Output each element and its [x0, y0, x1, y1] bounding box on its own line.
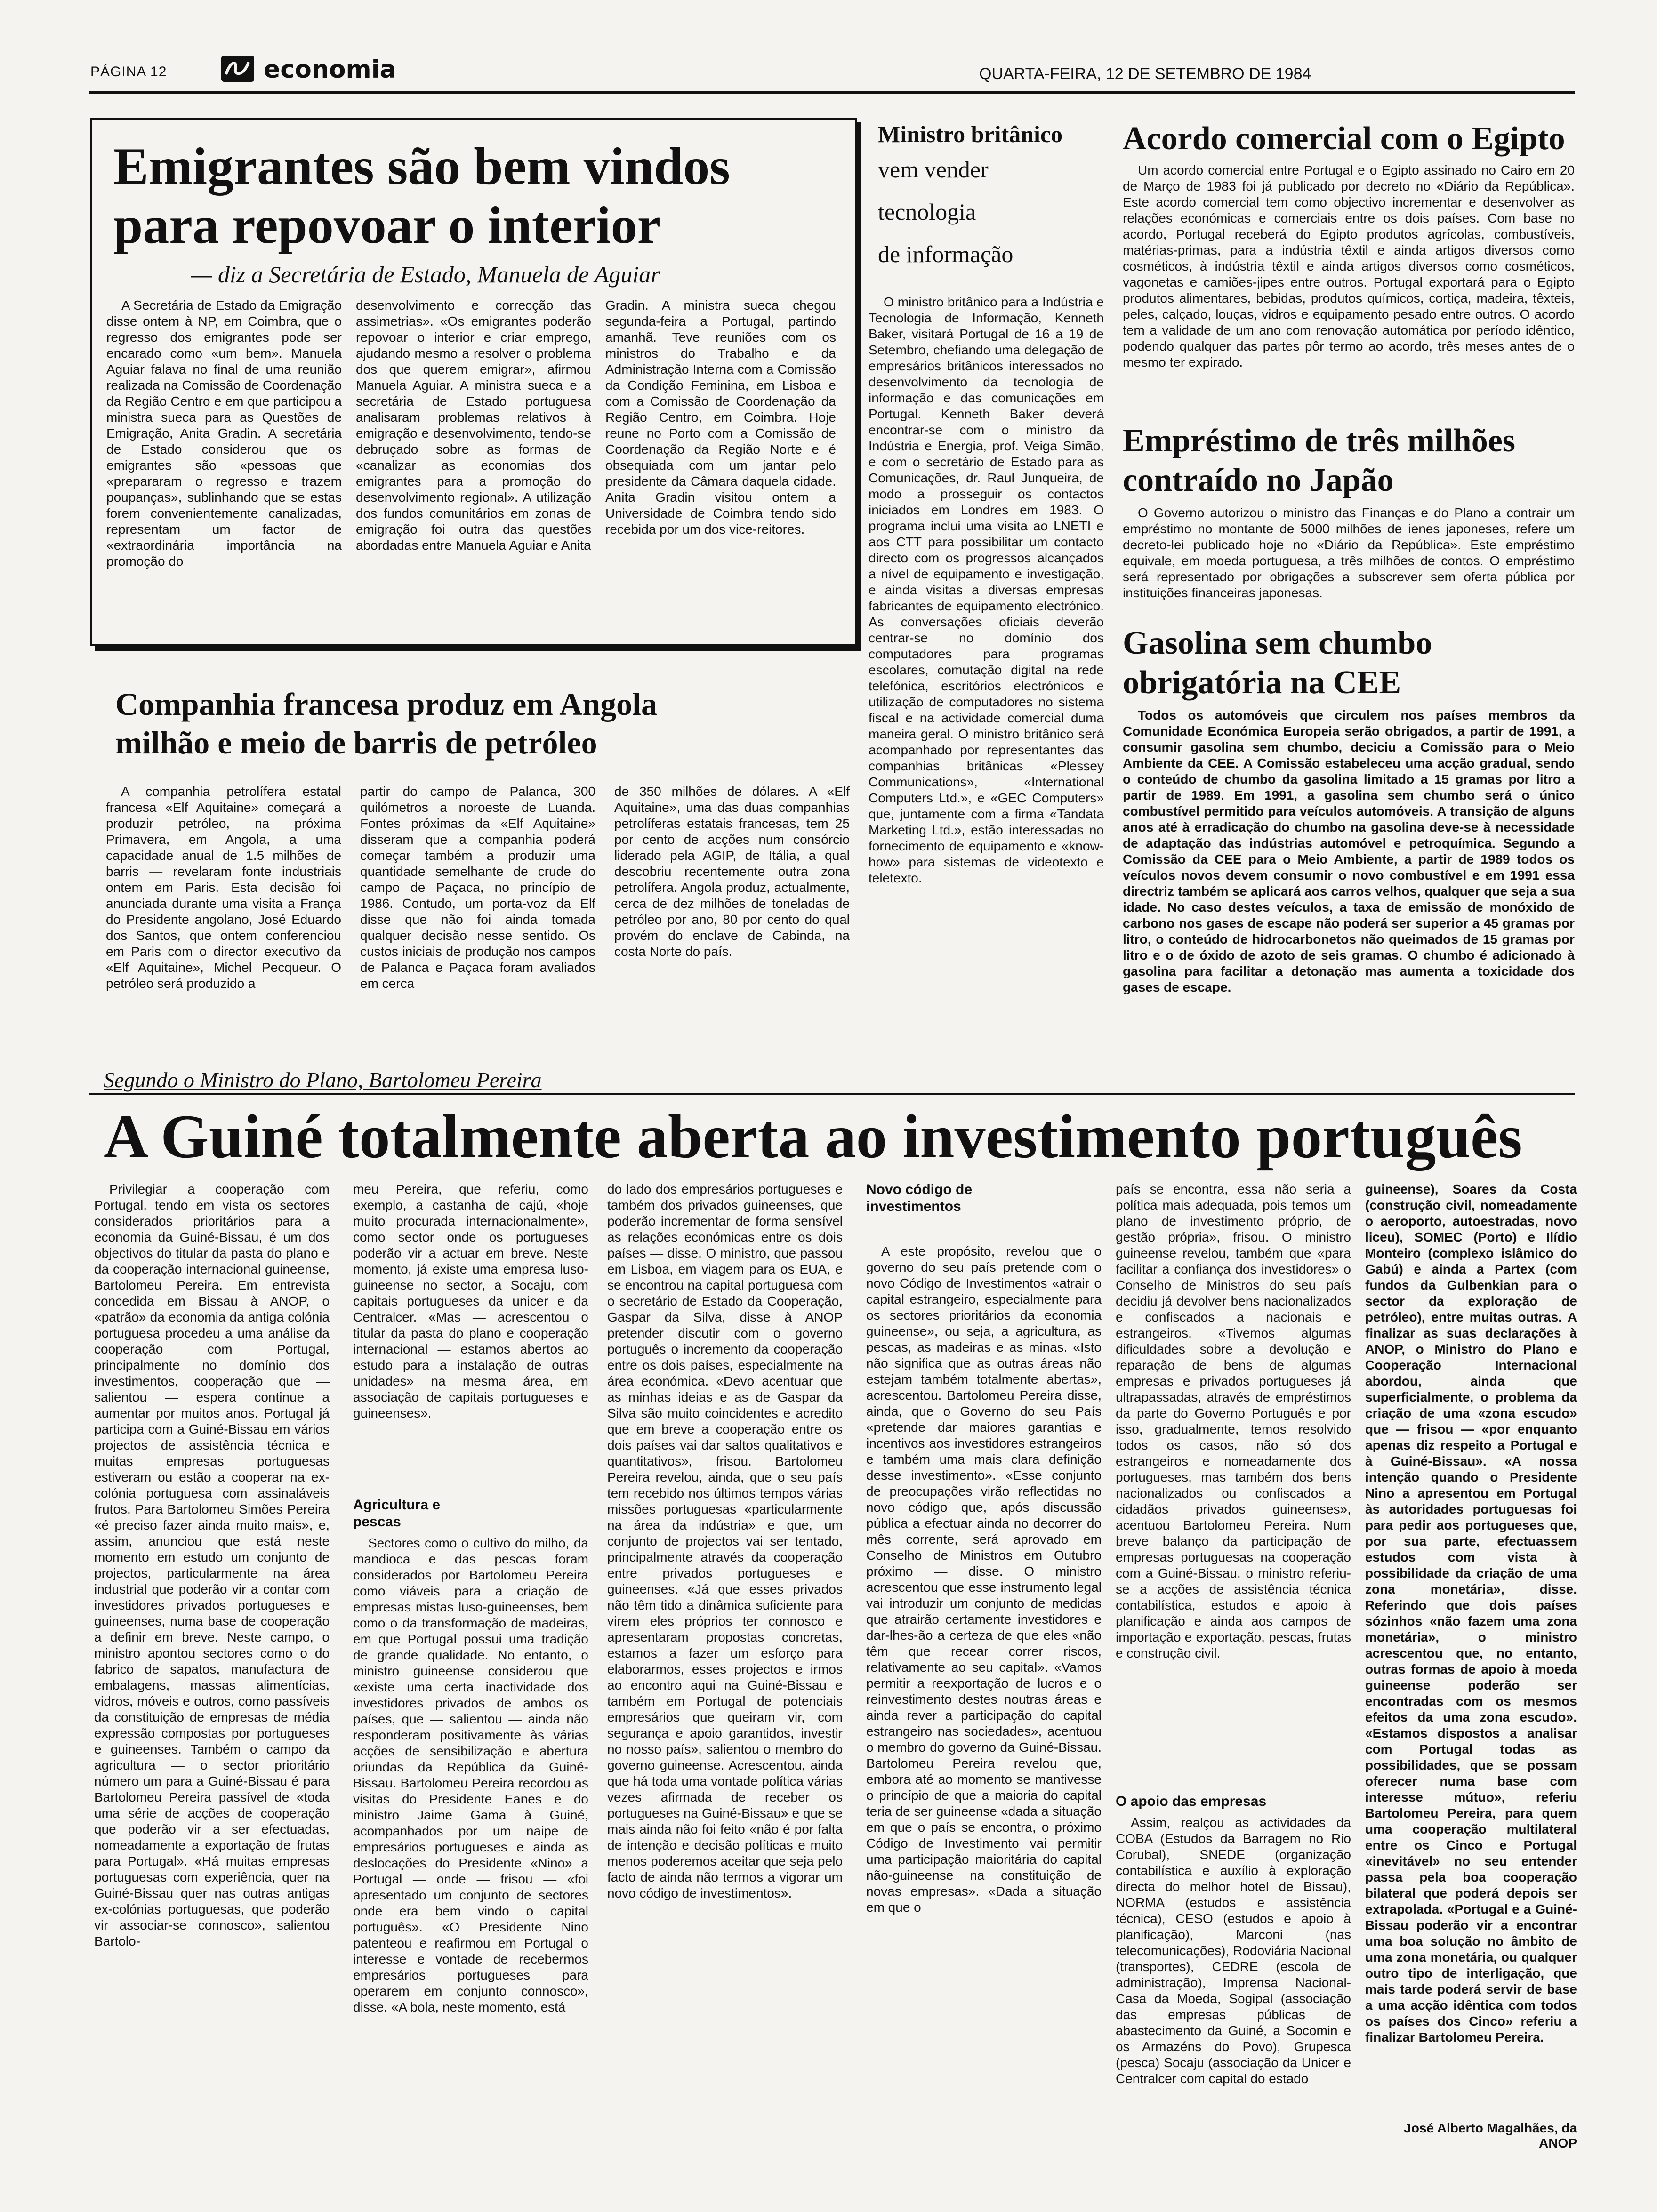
guine-col-6-body: guineense), Soares da Costa (construção civil, nomeadamente o aeroporto, autoestradas, novo liceu), SOMEC (Porto) e Ilídio Monteiro (complexo islâmico do Gabú) e ainda a Partex (com fundos da Gulbenkian para o sector da exploração de petróleo), entre muitas outras. A finalizar as suas declarações à ANOP, o Ministro do Plano e Cooperação Internacional abordou, ainda que superficialmente, o problema da criação de uma «zona escudo» que — frisou — «por enquanto apenas diz respeito a Portugal e à Guiné-Bissau». «A nossa intenção quando o Presidente Nino a apresentou em Portugal às autoridades portuguesas foi para pedir aos portugueses que, por sua parte, efectuassem estudos com vista à possibilidade da criação de uma zona monetária», disse. Referindo que dois países sózinhos «não fazem uma zona monetária», o ministro acrescentou que, no entanto, outras formas de apoio à moeda guineense poderão ser encontradas com os mesmos efeitos da uma zona escudo». «Estamos dispostos a analisar com Portugal todas as possibilidades, que se possam oferecer numa base com interesse mútuo», referiu Bartolomeu Pereira, para quem uma cooperação multilateral entre os Cinco e Portugal «inevitável» no seu entender passa pela boa cooperação bilateral que poderá depois ser extrapolada. «Portugal e a Guiné-Bissau poderão vir a encontrar uma boa solução no âmbito de uma zona monetária, ou qualquer outro tipo de interligação, que mais tarde poderá servir de base a uma acção idêntica com todos os países dos Cinco» referiu a finalizar Bartolomeu Pereira.: [1365, 1182, 1577, 2044]
angola-article: [106, 685, 859, 762]
guine-subhead-empresas: O apoio das empresas: [1116, 1794, 1267, 1809]
guine-col-5: [1116, 1181, 1351, 2160]
emigrantes-col-3: Gradin. A ministra sueca chegou segunda-feira a Portugal, partindo amanhã. Teve reuniões com os ministros do Trabalho e da Administração Interna com a Comissão da Condição Feminina, em Lisboa e com a Comissão de Coordenação da Região Centro, em Coimbra. Hoje reune no Porto com a Comissão de Coordenação da Região Norte e é obsequiada com um jantar pelo presidente da Câmara daquela cidade. Anita Gradin visitou ontem a Universidade de Coimbra tendo sido recebida por um dos vice-reitores.: [605, 298, 836, 537]
britanico-headline-2: vem vender: [878, 156, 989, 183]
guine-col-2a: meu Pereira, que referiu, como exemplo, a castanha de cajú, «hoje muito procurada internacionalmente», como sector onde os portugueses poderão vir a actuar em breve. Neste momento, já existe uma empresa luso-guineense no sector, a Socaju, com capitais portugueses da unicer e da Centralcer. «Mas — acrescentou o titular da pasta do plano e cooperação internacional — estamos abertos ao estudo para a instalação de outras unidades» na mesma área, em associação de capitais portugueses e guineenses».: [353, 1182, 588, 1420]
britanico-headline-4: de informação: [878, 241, 1014, 267]
guine-headline: A Guiné totalmente aberta ao investimento português: [104, 1102, 1522, 1171]
issue-date: QUARTA-FEIRA, 12 DE SETEMBRO DE 1984: [979, 65, 1311, 83]
gasolina-headline-1: Gasolina sem chumbo: [1123, 625, 1432, 661]
guine-col-4: [866, 1181, 1102, 2160]
guine-col-6: [1365, 1181, 1577, 2179]
angola-col-2: partir do campo de Palanca, 300 quilómetros a noroeste de Luanda. Fontes próximas da «Elf Aquitaine» disseram que a companhia poderá começar também a produzir uma quantidade semelhante de crude do campo de Paçaca, no princípio de 1986. Contudo, um porta-voz da Elf disse que não foi ainda tomada qualquer decisão nesse sentido. Os custos iniciais de produção nos campos de Palanca e Paçaca foram avaliados em cerca: [360, 784, 595, 991]
angola-col-3: de 350 milhões de dólares. A «Elf Aquitaine», uma das duas companhias petrolíferas estatais francesas, tem 25 por cento de acções num consórcio liderado pela AGIP, de Itália, a qual descobriu recentemente outra zona petrolífera. Angola produz, actualmente, cerca de dez milhões de toneladas de petróleo por ano, 80 por cento do qual provém do enclave de Cabinda, na costa Norte do país.: [614, 784, 850, 959]
angola-headline-1: Companhia francesa produz em Angola: [115, 686, 658, 722]
britanico-headline-1: Ministro britânico: [878, 121, 1063, 147]
guine-col-3: do lado dos empresários portugueses e também dos privados guineenses, que poderão incrementar de forma sensível as relações económicas entre os dois países — disse. O ministro, que passou em Lisboa, em viagem para os EUA, e se encontrou na capital portuguesa com o secretário de Estado da Cooperação, Gaspar da Silva, disse à ANOP pretender discutir com o governo português o incremento da cooperação entre os dois países, especialmente na área económica. «Devo acentuar que as minhas ideias e as de Gaspar da Silva são muito coincidentes e acredito que em breve a cooperação entre os dois países vai dar saltos qualitativos e quantitativos», frisou. Bartolomeu Pereira revelou, ainda, que o seu país tem recebido nos últimos tempos várias missões portuguesas «particularmente na área da indústria» e que, um conjunto de projectos vai ser tentado, principalmente através da cooperação entre privados portugueses e guineenses. «Já que esses privados não têm tido a dinâmica suficiente para virem eles próprios ter connosco e apresentaram propostas concretas, estamos a fazer um esforço para elaborarmos, esses projectos e irmos ao encontro aqui na Guiné-Bissau e também em Portugal de potenciais empresários que queiram vir, com segurança e apoio garantidos, investir no nosso país», salientou o membro do governo guineense. Acrescentou, ainda que há toda uma vontade política várias vezes afirmada de receber os portugueses na Guiné-Bissau» e que se mais ainda não foi feito «não é por falta de intenção e decisão políticas e muito menos poderemos aceitar que seja pelo facto de ainda não termos a vigorar um novo código de investimentos».: [607, 1182, 843, 1900]
japao-headline-1: Empréstimo de três milhões: [1123, 423, 1516, 459]
guine-col-2: [353, 1181, 588, 2160]
angola-col-1: A companhia petrolífera estatal francesa «Elf Aquitaine» começará a produzir petróleo, na próxima Primavera, em Angola, a uma capacidade anual de 1.5 milhões de barris — revelaram fonte industriais ontem em Paris. Esta decisão foi anunciada durante uma visita a França do Presidente angolano, José Eduardo dos Santos, que ontem conferenciou em Paris com o director executivo da «Elf Aquitaine», Michel Pecqueur. O petróleo será produzido a: [106, 784, 341, 991]
emigrantes-headline-1: Emigrantes são bem vindos: [113, 137, 730, 196]
section-emblem-icon: [221, 56, 254, 82]
header-rule: [89, 91, 1575, 94]
emigrantes-subtitle: — diz a Secretária de Estado, Manuela de Aguiar: [191, 261, 660, 288]
guine-col-1: Privilegiar a cooperação com Portugal, tendo em vista os sectores considerados prioritários para a economia da Guiné-Bissau, é um dos objectivos do titular da pasta do plano e da cooperação internacional guineense, Bartolomeu Pereira. Em entrevista concedida em Bissau à ANOP, o «patrão» da economia da antiga colónia portuguesa procedeu a uma análise da cooperação com Portugal, principalmente no domínio dos investimentos, cooperação que — salientou — espera continue a aumentar por muitos anos. Portugal já participa com a Guiné-Bissau em vários projectos de assistência técnica e muitas empresas portuguesas estiveram ou estão a cooperar na ex-colónia portuguesa com assinaláveis frutos. Para Bartolomeu Simões Pereira «é preciso fazer ainda muito mais», e, assim, anunciou que está neste momento em estudo um conjunto de projectos, particularmente na área industrial que poderão vir a contar com investidores privados portugueses e guineenses, numa base de cooperação a definir em breve. Neste campo, o ministro apontou sectores como o do fabrico de sapatos, manufactura de embalagens, massas alimentícias, vidros, móveis e outros, como passíveis da constituição de empresas de média expressão compostas por portugueses e guineenses. Também o campo da agricultura — o sector prioritário número um para a Guiné-Bissau é para Bartolomeu Pereira passível de «toda uma série de acções de cooperação que poderão vir a ser efectuadas, nomeadamente a exportação de frutas para Portugal». «Há muitas empresas portuguesas com experiência, quer na Guiné-Bissau quer nas outras antigas ex-colónias portuguesas, que poderão vir associar-se connosco», salientou Bartolo-: [94, 1182, 330, 1948]
britanico-headline-3: tecnologia: [878, 199, 976, 225]
section-title: economia: [264, 56, 396, 84]
britanico-article: [869, 120, 1104, 1090]
japao-headline-2: contraído no Japão: [1123, 462, 1394, 498]
angola-headline-2: milhão e meio de barris de petróleo: [115, 725, 597, 761]
britanico-body: O ministro britânico para a Indústria e Tecnologia de Informação, Kenneth Baker, visitará Portugal de 16 a 19 de Setembro, chefiando uma delegação de empresários britânicos interessados no desenvolvimento da tecnologia de informação e das comunicações em Portugal. Kenneth Baker deverá encontrar-se com o ministro da Indústria e Energia, prof. Veiga Simão, e com o secretário de Estado para as Comunicações, dr. Raul Junqueira, de modo a prosseguir os contactos iniciados em Londres em 1983. O programa inclui uma visita ao LNETI e aos CTT para possibilitar um contacto directo com os progressos alcançados a nível de equipamento e investigação, e ainda visitas a diversas empresas fabricantes de equipamento electrónico. As conversações oficiais deverão centrar-se no domínio dos computadores para programas escolares, comutação digital na rede telefónica, escritórios electrónicos e utilização de computadores no sistema fiscal e na actividade comercial duma maneira geral. O ministro britânico será acompanhado por representantes das companhias britânicas «Plessey Communications», «International Computers Ltd.», e «GEC Computers» que, juntamente com a firma «Tandata Marketing Ltd.», estão interessadas no fornecimento de equipamento e «know-how» para sistemas de videotexto e teletexto.: [869, 295, 1104, 885]
gasolina-article: [1123, 624, 1575, 1079]
page-number: PÁGINA 12: [90, 64, 167, 80]
japao-body: O Governo autorizou o ministro das Finanças e do Plano a contrair um empréstimo no montante de 5000 milhões de ienes japoneses, refere um decreto-lei publicado hoje no «Diário da República». Este empréstimo equivale, em moeda portuguesa, a três milhões de contos. O empréstimo será representado por obrigações a subscrever sem oferta pública por instituições financeiras japonesas.: [1123, 505, 1575, 600]
guine-col-4-body: A este propósito, revelou que o governo do seu país pretende com o novo Código de Investimentos «atrair o capital estrangeiro, especialmente para os sectores prioritários da economia guineense», ou seja, a agricultura, as pescas, as madeiras e as minas. «Isto não significa que as outras áreas não estejam também totalmente abertas», acrescentou. Bartolomeu Pereira disse, ainda, que o Governo do seu País «pretende dar maiores garantias e incentivos aos investidores estrangeiros e também uma mais clara definição desse investimento». «Esse conjunto de preocupações virão reflectidas no novo código que, após discussão pública a efectuar ainda no decorrer do mês corrente, será aprovado em Conselho de Ministros em Outubro próximo — disse. O ministro acrescentou que esse instrumento legal vai introduzir um conjunto de medidas que atrairão certamente investidores e dar-lhes-ão a certeza de que eles «não têm que recear correr riscos, relativamente ao seu capital». «Vamos permitir a reexportação de lucros e o reinvestimento destes noutras áreas e ainda rever a participação do capital estrangeiro nas sociedades», acentuou o membro do governo da Guiné-Bissau. Bartolomeu Pereira revelou que, embora até ao momento se mantivesse o princípio de que a maioria do capital teria de ser guineense «dada a situação em que o país se encontra, o próximo Código de Investimento vai permitir uma participação maioritária do capital não-guineense na constituição de novas empresas». «Dada a situação em que o: [866, 1244, 1102, 1915]
guine-subhead-codigo: Novo código de investimentos: [866, 1182, 972, 1214]
egipto-headline: Acordo comercial com o Egipto: [1123, 120, 1565, 157]
japao-article: [1123, 421, 1575, 646]
section-logo: [221, 56, 254, 82]
guine-top-rule: [89, 1093, 1575, 1095]
gasolina-headline-2: obrigatória na CEE: [1123, 665, 1401, 701]
guine-subhead-agricultura: Agricultura e pescas: [353, 1497, 441, 1530]
guine-col-5a: país se encontra, essa não seria a política mais adequada, pois temos um plano de investimento próprio, de gestão própria», frisou. O ministro guineense revelou, também que «para facilitar a confiança dos investidores» o Conselho de Ministros do seu país decidiu já devolver bens nacionalizados e confiscados a nacionais e estrangeiros. «Tivemos algumas dificuldades sobre a devolução e reparação de bens de algumas empresas e privados portugueses já ultrapassadas, através de empréstimos da parte do Governo Português e por isso, gradualmente, temos resolvido todos os casos, não só dos estrangeiros e nomeadamente dos portugueses, mas também dos bens nacionalizados ou confiscados a cidadãos privados guineenses», acentuou Bartolomeu Pereira. Num breve balanço da participação de empresas portuguesas na cooperação com a Guiné-Bissau, o ministro referiu-se a acções de assistência técnica contabilística, estudos e apoio à planificação e ainda aos campos de importação e exportação, pescas, frutas e construção civil.: [1116, 1182, 1351, 1660]
emigrantes-col-1: A Secretária de Estado da Emigração disse ontem à NP, em Coimbra, que o regresso dos emigrantes pode ser encarado como «um bem». Manuela Aguiar falava no final de uma reunião realizada na Comissão de Coordenação da Região Centro e em que participou a ministra sueca para as Questões de Emigração, Anita Gradin. A secretária de Estado considerou que os emigrantes são «pessoas que «prepararam o regresso e trazem poupanças», sublinhando que se estas forem convenientemente canalizadas, representam um factor de «extraordinária importância na promoção do: [106, 298, 342, 569]
guine-byline-1: José Alberto Magalhães, da: [1404, 2121, 1577, 2135]
guine-col-5b: Assim, realçou as actividades da COBA (Estudos da Barragem no Rio Corubal), SNEDE (organização contabilística e auxílio à exploração directa do melhor hotel de Bissau), NORMA (estudos e assistência técnica), CESO (estudos e apoio à planificação), Marconi (nas telecomunicações), Rodoviária Nacional (transportes), CEDRE (escola de administração), Imprensa Nacional-Casa da Moeda, Sogipal (associação das empresas públicas de abastecimento da Guiné, a Socomin e os Armazéns do Povo), Grupesca (pesca) Socaju (associação da Unicer e Centralcer com capital do estado: [1116, 1815, 1351, 2086]
emigrantes-col-2: desenvolvimento e correcção das assimetrias». «Os emigrantes poderão repovoar o interior e criar emprego, ajudando mesmo a resolver o problema dos que querem emigrar», afirmou Manuela Aguiar. A ministra sueca e a secretária de Estado portuguesa analisaram problemas relativos à emigração e desenvolvimento, tendo-se debruçado sobre as formas de «canalizar as economias dos emigrantes para a promoção do desenvolvimento regional». A utilização dos fundos comunitários em zonas de emigração foi outra das questões abordadas entre Manuela Aguiar e Anita: [356, 298, 591, 553]
egipto-article: [1123, 120, 1575, 464]
egipto-body: Um acordo comercial entre Portugal e o Egipto assinado no Cairo em 20 de Março de 1983 foi já publicado por decreto no «Diário da República». Este acordo comercial tem como objectivo incrementar e desenvolver as relações económicas e comerciais entre os dois países. Com base no acordo, Portugal receberá do Egipto produtos agrícolas, combustíveis, matérias-primas, para a indústria têxtil e ainda artigos diversos como cosméticos, à indústria têxtil e ainda artigos diversos como cosméticos, vagonetas e camiões-jipes entre outros. Portugal exportará para o Egipto produtos alimentares, bebidas, produtos químicos, cortiça, madeira, têxteis, peles, calçado, louças, vidros e equipamento pesado entre outros. O acordo tem a validade de um ano com renovação automática por período idêntico, podendo qualquer das partes pôr termo ao acordo, três meses antes de o mesmo ter expirado.: [1123, 163, 1575, 369]
guine-kicker: Segundo o Ministro do Plano, Bartolomeu Pereira: [104, 1068, 542, 1092]
emigrantes-headline-2: para repovoar o interior: [113, 196, 661, 255]
gasolina-body: Todos os automóveis que circulem nos países membros da Comunidade Económica Europeia serão obrigados, a partir de 1991, a consumir gasolina sem chumbo, deciciu a Comissão para o Meio Ambiente da CEE. A Comissão estabeleceu uma acção gradual, sendo o conteúdo de chumbo da gasolina limitado a 15 gramas por litro a partir de 1989. Em 1991, a gasolina sem chumbo será o único combustível permitido para veículos automóveis. A transição de alguns anos até à erradicação do chumbo na gasolina deve-se à necessidade de adaptação das indústrias automóvel e petroquímica. Segundo a Comissão da CEE para o Meio Ambiente, a partir de 1989 todos os veículos novos devem consumir o novo combustível e em 1991 essa directriz também se aplicará aos carros velhos, qualquer que seja a sua idade. No caso destes veículos, a taxa de emissão de monóxido de carbono nos gases de escape não poderá ser superior a 45 gramas por litro, o conteúdo de hidrocarbonetos não queimados de 15 gramas por litro e o de óxido de azoto de seis gramas. O chumbo é adicionado à gasolina para facilitar a detonação mas aumenta a toxicidade dos gases de escape.: [1123, 708, 1575, 994]
guine-byline-2: ANOP: [1539, 2136, 1577, 2150]
emigrantes-article: [90, 118, 857, 646]
guine-col-2b: Sectores como o cultivo do milho, da mandioca e das pescas foram considerados por Bartolomeu Pereira como viáveis para a criação de empresas mistas luso-guineenses, bem como o da transformação de madeiras, em que Portugal possui uma tradição de grande qualidade. No entanto, o ministro guineense considerou que «existe uma certa inactividade dos investidores privados de ambos os países, que — salientou — ainda não responderam positivamente às várias acções de sensibilização e abertura oriundas da República da Guiné-Bissau. Bartolomeu Pereira recordou as visitas do Presidente Eanes e do ministro Jaime Gama à Guiné, acompanhados por um naipe de empresários portugueses e ainda as deslocações do Presidente «Nino» a Portugal — onde — frisou — «foi apresentado um conjunto de sectores onde era bem vindo o capital português». «O Presidente Nino patenteou e reafirmou em Portugal o interesse e vontade de recebermos empresários portugueses para operarem em conjunto connosco», disse. «A bola, neste momento, está: [353, 1536, 588, 2014]
